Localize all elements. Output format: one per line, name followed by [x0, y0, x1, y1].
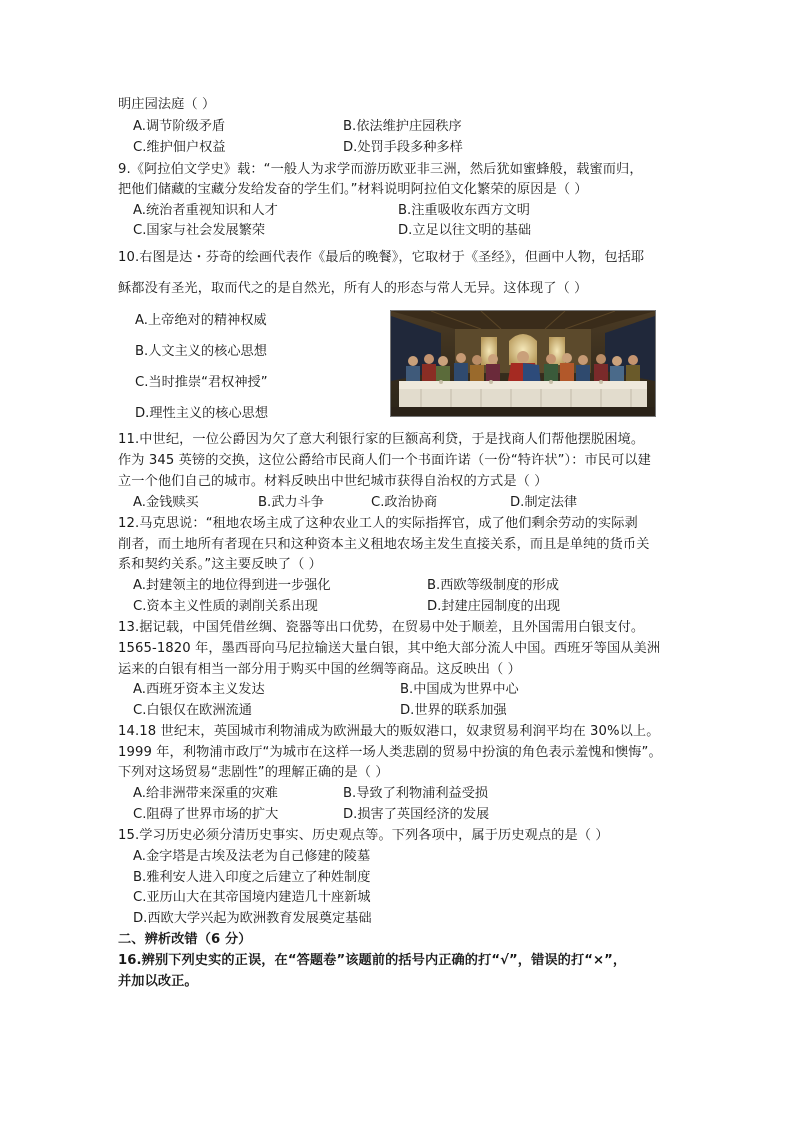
q11-stem-line2: 作为 345 英镑的交换，这位公爵给市民商人们一个书面许诺（一份“特许状”）：市民可以建 — [118, 453, 651, 468]
q13-option-d: D.世界的联系加强 — [400, 703, 507, 718]
q14-option-d: D.损害了英国经济的发展 — [343, 807, 490, 822]
q13-stem-line2: 1565-1820 年，墨西哥向马尼拉输送大量白银，其中绝大部分流人中国。西班牙等国从美洲 — [118, 641, 661, 656]
q16-stem-line2: 并加以改正。 — [118, 974, 198, 989]
q15-option-b: B.雅利安人进入印度之后建立了种姓制度 — [133, 870, 371, 885]
q14-option-a: A.给非洲带来深重的灾难 — [133, 786, 278, 801]
q14-stem-line3: 下列对这场贸易“悲剧性”的理解正确的是（ ） — [118, 765, 389, 780]
q15-option-a: A.金字塔是古埃及法老为自己修建的陵墓 — [133, 849, 371, 864]
q15-stem-line1: 15.学习历史必须分清历史事实、历史观点等。下列各项中，属于历史观点的是（ ） — [118, 828, 609, 843]
q8-option-c: C.维护佃户权益 — [133, 140, 226, 155]
q12-option-d: D.封建庄园制度的出现 — [427, 599, 561, 614]
q10-option-d: D.理性主义的核心思想 — [135, 406, 269, 421]
q12-option-b: B.西欧等级制度的形成 — [427, 578, 559, 593]
last-supper-painting-icon — [390, 310, 656, 417]
q13-stem-line3: 运来的白银有相当一部分用于购买中国的丝绸等商品。这反映出（ ） — [118, 662, 521, 677]
q12-option-c: C.资本主义性质的剥削关系出现 — [133, 599, 318, 614]
q11-option-a: A.金钱赎买 — [133, 495, 199, 510]
q10-option-b: B.人文主义的核心思想 — [135, 344, 267, 359]
q14-option-c: C.阻碍了世界市场的扩大 — [133, 807, 279, 822]
q10-option-c: C.当时推崇“君权神授” — [135, 375, 268, 390]
q12-stem-line2: 削者，而土地所有者现在只和这种资本主义租地农场主发生直接关系，而且是单纯的货币关 — [118, 537, 650, 552]
q9-stem-line2: 把他们储藏的宝藏分发给发奋的学生们。”材料说明阿拉伯文化繁荣的原因是（ ） — [118, 182, 588, 197]
q11-option-b: B.武力斗争 — [258, 495, 324, 510]
q16-stem-line1: 16.辨别下列史实的正误，在“答题卷”该题前的括号内正确的打“√”，错误的打“×”， — [118, 953, 627, 968]
q15-option-d: D.西欧大学兴起为欧洲教育发展奠定基础 — [133, 911, 372, 926]
q8-option-a: A.调节阶级矛盾 — [133, 119, 226, 134]
q14-stem-line2: 1999 年，利物浦市政厅“为城市在这样一场人类悲剧的贸易中扮演的角色表示羞愧和懊悔”。 — [118, 745, 662, 760]
q11-option-c: C.政治协商 — [371, 495, 438, 510]
q10-option-a: A.上帝绝对的精神权威 — [135, 313, 267, 328]
q11-stem-line1: 11.中世纪，一位公爵因为欠了意大利银行家的巨额高利贷，于是找商人们帮他摆脱困境。 — [118, 432, 645, 447]
q13-option-a: A.西班牙资本主义发达 — [133, 682, 265, 697]
q11-stem-line3: 立一个他们自己的城市。材料反映出中世纪城市获得自治权的方式是（ ） — [118, 474, 548, 489]
q13-option-c: C.白银仅在欧洲流通 — [133, 703, 252, 718]
q9-option-a: A.统治者重视知识和人才 — [133, 203, 278, 218]
q8-option-d: D.处罚手段多种多样 — [343, 140, 463, 155]
q14-option-b: B.导致了利物浦利益受损 — [343, 786, 489, 801]
q12-stem-line3: 系和契约关系。”这主要反映了（ ） — [118, 557, 322, 572]
q8-tail: 明庄园法庭（ ） — [118, 97, 216, 112]
q13-stem-line1: 13.据记载，中国凭借丝绸、瓷器等出口优势，在贸易中处于顺差，且外国需用白银支付。 — [118, 620, 645, 635]
q12-option-a: A.封建领主的地位得到进一步强化 — [133, 578, 331, 593]
q13-option-b: B.中国成为世界中心 — [400, 682, 519, 697]
q11-option-d: D.制定法律 — [510, 495, 578, 510]
q9-option-b: B.注重吸收东西方文明 — [398, 203, 530, 218]
q15-option-c: C.亚历山大在其帝国境内建造几十座新城 — [133, 890, 371, 905]
q8-option-b: B.依法维护庄园秩序 — [343, 119, 462, 134]
q10-stem-line1: 10.右图是达・芬奇的绘画代表作《最后的晚餐》，它取材于《圣经》，但画中人物，包括耶 — [118, 250, 645, 265]
q10-stem-line2: 稣都没有圣光，取而代之的是自然光，所有人的形态与常人无异。这体现了（ ） — [118, 281, 588, 296]
q9-option-c: C.国家与社会发展繁荣 — [133, 223, 266, 238]
q9-stem-line1: 9.《阿拉伯文学史》载：“一般人为求学而游历欧亚非三洲，然后犹如蜜蜂般，载蜜而归， — [118, 162, 643, 177]
q12-stem-line1: 12.马克思说：“租地农场主成了这种农业工人的实际指挥官，成了他们剩余劳动的实际剥 — [118, 516, 638, 531]
section-heading: 二、辨析改错（6 分） — [118, 932, 252, 947]
q9-option-d: D.立足以往文明的基础 — [398, 223, 532, 238]
q14-stem-line1: 14.18 世纪末，英国城市利物浦成为欧洲最大的贩奴港口，奴隶贸易利润平均在 30%以上。 — [118, 724, 660, 739]
